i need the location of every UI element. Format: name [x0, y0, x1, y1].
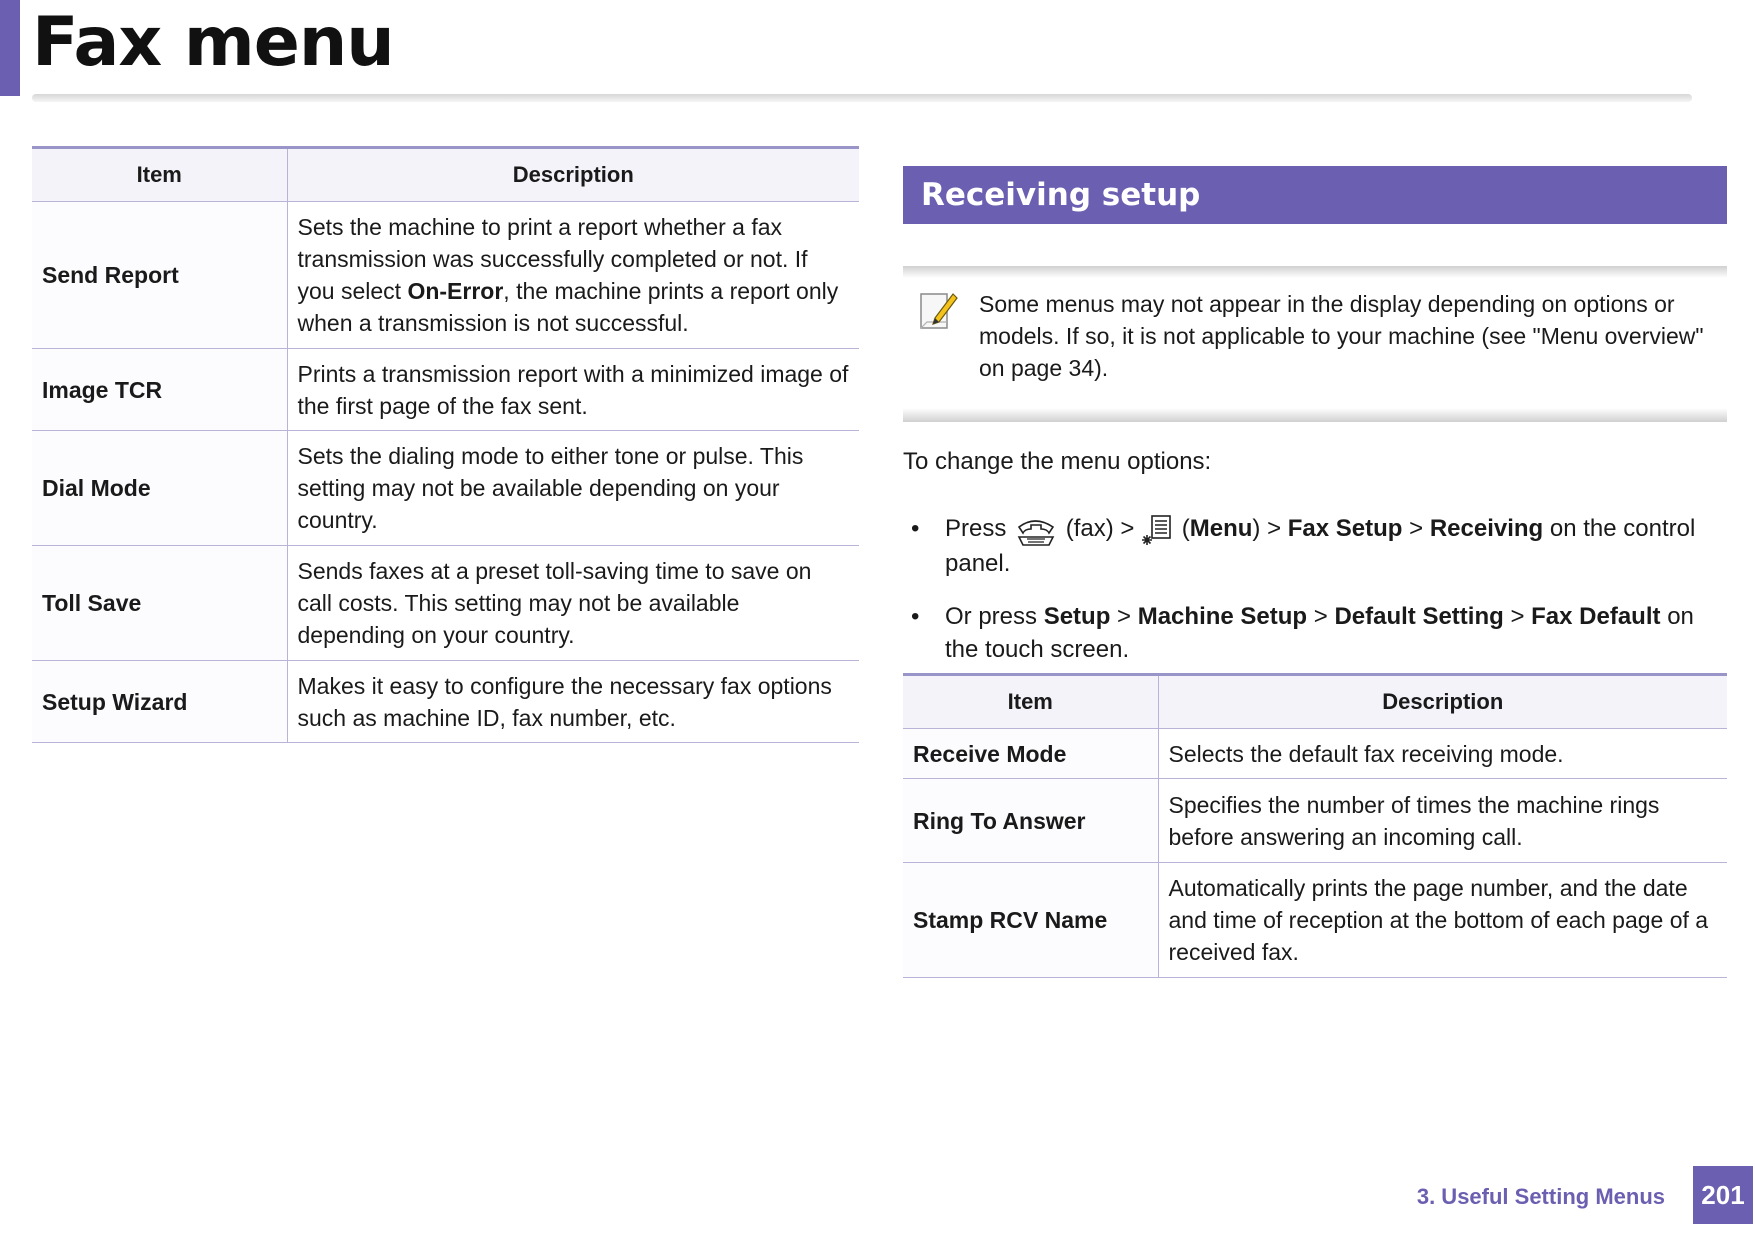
row-description: Sets the dialing mode to either tone or pulse. This setting may not be available depending on your country. [287, 431, 859, 546]
separator: > [1510, 602, 1525, 630]
table-row [32, 431, 859, 546]
table-row [903, 779, 1727, 863]
table-header-row [32, 148, 859, 202]
step-text: (fax) > [1065, 515, 1135, 542]
bullet: • [911, 602, 920, 630]
fax-icon [1013, 513, 1059, 547]
note-bottom-shade [903, 408, 1727, 422]
row-item-stamp-rcv-name: Stamp RCV Name [903, 863, 1158, 978]
step-text: ( [1181, 515, 1190, 542]
chapter-label: 3. Useful Setting Menus [1416, 1184, 1665, 1209]
table-row [32, 202, 859, 349]
receiving-label: Receiving [1429, 515, 1544, 542]
step-text: on the control panel. [945, 515, 1696, 577]
row-item-image-tcr: Image TCR [32, 349, 287, 431]
column-header-item: Item [903, 675, 1158, 729]
description-text: Sets the machine to print a report whether a fax transmission was successfully completed or not. If you select [297, 214, 808, 304]
title-divider [32, 94, 1692, 102]
row-item-toll-save: Toll Save [32, 546, 287, 661]
default-setting-label: Default Setting [1334, 602, 1504, 630]
menu-label: Menu [1189, 515, 1253, 542]
list-item-control-panel [903, 512, 1733, 580]
table-row [903, 863, 1727, 978]
row-description: Specifies the number of times the machine rings before answering an incoming call. [1158, 779, 1727, 863]
row-description: Sends faxes at a preset toll-saving time to save on call costs. This setting may not be available depending on your country. [287, 546, 859, 661]
description-text: , the machine prints a report only when a transmission is not successful. [297, 278, 839, 336]
column-header-description: Description [287, 148, 859, 202]
section-title-receiving-setup: Receiving setup [903, 166, 1727, 224]
row-description [287, 202, 859, 349]
separator: > [1313, 602, 1328, 630]
column-header-item: Item [32, 148, 287, 202]
row-item-send-report: Send Report [32, 202, 287, 349]
table-row [32, 546, 859, 661]
fax-default-label: Fax Default [1531, 602, 1661, 630]
note-pencil-icon [917, 288, 961, 334]
title-accent-bar [0, 0, 20, 96]
list-item-touch-screen [903, 600, 1733, 666]
row-description: Makes it easy to configure the necessary fax options such as machine ID, fax number, etc. [287, 661, 859, 743]
machine-setup-label: Machine Setup [1137, 602, 1308, 630]
row-item-receive-mode: Receive Mode [903, 729, 1158, 779]
step-text: ) > [1252, 515, 1282, 542]
column-header-description: Description [1158, 675, 1727, 729]
receiving-settings-table [903, 673, 1727, 978]
page-number: 201 [1693, 1166, 1753, 1224]
menu-icon [1141, 513, 1175, 547]
row-description: Automatically prints the page number, and the date and time of reception at the bottom of each page of a received fax. [1158, 863, 1727, 978]
instruction-list [903, 512, 1733, 686]
send-settings-table [32, 146, 859, 743]
note-box [903, 266, 1727, 422]
bullet: • [911, 515, 920, 542]
row-item-ring-to-answer: Ring To Answer [903, 779, 1158, 863]
step-text: Or press [945, 602, 1038, 630]
page-title: Fax menu [32, 3, 394, 82]
table-row [903, 729, 1727, 779]
row-description: Selects the default fax receiving mode. [1158, 729, 1727, 779]
step-text: Press [945, 515, 1007, 542]
fax-setup-label: Fax Setup [1287, 515, 1403, 542]
note-text: Some menus may not appear in the display depending on options or models. If so, it is not applicable to your machine (see "Menu overview" on page 34). [979, 291, 1704, 381]
table-header-row [903, 675, 1727, 729]
step-text: on the touch screen. [945, 602, 1694, 663]
separator: > [1409, 515, 1424, 542]
row-item-setup-wizard: Setup Wizard [32, 661, 287, 743]
setup-label: Setup [1043, 602, 1111, 630]
table-row [32, 661, 859, 743]
table-row [32, 349, 859, 431]
note-top-shade [903, 266, 1727, 278]
row-item-dial-mode: Dial Mode [32, 431, 287, 546]
option-on-error: On-Error [407, 278, 504, 304]
intro-text: To change the menu options: [903, 448, 1212, 475]
separator: > [1117, 602, 1132, 630]
row-description: Prints a transmission report with a minimized image of the first page of the fax sent. [287, 349, 859, 431]
